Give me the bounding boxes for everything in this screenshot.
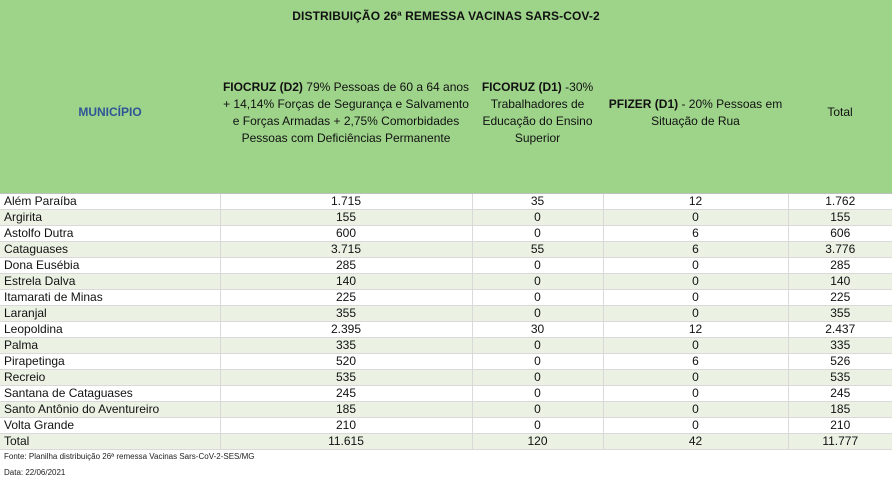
table-title: DISTRIBUIÇÃO 26ª REMESSA VACINAS SARS-COV-2	[292, 9, 600, 23]
cell-fiocruz-d2: 285	[220, 258, 472, 274]
table-row	[0, 306, 892, 322]
cell-fiocruz-d1: 0	[472, 290, 603, 306]
cell-fiocruz-d1: 0	[472, 226, 603, 242]
cell-fiocruz-d1: 0	[472, 210, 603, 226]
table-row	[0, 370, 892, 386]
table-row	[0, 258, 892, 274]
header-pfizer-d1-bold: PFIZER (D1)	[608, 96, 679, 111]
cell-fiocruz-d1: 0	[472, 258, 603, 274]
footer-date: Data: 22/06/2021	[4, 468, 66, 477]
cell-fiocruz-d1: 30	[472, 322, 603, 338]
footer-source: Fonte: Planilha distribuição 26ª remessa Vacinas Sars-CoV-2-SES/MG	[4, 452, 255, 461]
cell-fiocruz-d2: 355	[220, 306, 472, 322]
cell-total-pfizer-d1: 42	[603, 434, 788, 450]
cell-total: 140	[788, 274, 892, 290]
cell-fiocruz-d1: 0	[472, 354, 603, 370]
cell-municipio: Laranjal	[0, 306, 220, 322]
cell-pfizer-d1: 0	[603, 274, 788, 290]
cell-fiocruz-d2: 520	[220, 354, 472, 370]
cell-total: 155	[788, 210, 892, 226]
cell-total: 1.762	[788, 194, 892, 210]
cell-fiocruz-d2: 245	[220, 386, 472, 402]
cell-pfizer-d1: 0	[603, 210, 788, 226]
cell-fiocruz-d2: 535	[220, 370, 472, 386]
cell-fiocruz-d2: 3.715	[220, 242, 472, 258]
table-row	[0, 402, 892, 418]
header-fiocruz-d2-text: 79% Pessoas de 60 a 64 anos + 14,14% Forças de Segurança e Salvamento e Forças Armadas + 2,75% Comorbidades Pessoas com Deficiências Permanente	[223, 79, 470, 145]
table-row	[0, 354, 892, 370]
cell-pfizer-d1: 12	[603, 322, 788, 338]
cell-pfizer-d1: 0	[603, 370, 788, 386]
totals-row	[0, 434, 892, 450]
cell-total: 355	[788, 306, 892, 322]
header-fiocruz-d1-bold: FICORUZ (D1)	[481, 79, 562, 94]
cell-total: 535	[788, 370, 892, 386]
header-pfizer-d1-text: - 20% Pessoas em Situação de Rua	[651, 96, 783, 128]
table-row	[0, 338, 892, 354]
cell-fiocruz-d1: 0	[472, 338, 603, 354]
cell-fiocruz-d2: 335	[220, 338, 472, 354]
cell-fiocruz-d1: 0	[472, 418, 603, 434]
cell-total: 245	[788, 386, 892, 402]
cell-pfizer-d1: 6	[603, 242, 788, 258]
cell-municipio: Pirapetinga	[0, 354, 220, 370]
header-municipio: MUNICÍPIO	[78, 105, 142, 119]
table-row	[0, 322, 892, 338]
cell-fiocruz-d2: 210	[220, 418, 472, 434]
cell-total-fiocruz-d1: 120	[472, 434, 603, 450]
header-pfizer-d1	[603, 32, 788, 194]
cell-fiocruz-d1: 0	[472, 274, 603, 290]
title-row	[0, 0, 892, 32]
table-row	[0, 386, 892, 402]
cell-fiocruz-d2: 1.715	[220, 194, 472, 210]
header-fiocruz-d2-bold: FIOCRUZ (D2)	[222, 79, 303, 94]
cell-fiocruz-d1: 35	[472, 194, 603, 210]
cell-total: 335	[788, 338, 892, 354]
cell-grand-total: 11.777	[788, 434, 892, 450]
cell-municipio: Itamarati de Minas	[0, 290, 220, 306]
table-row	[0, 418, 892, 434]
cell-municipio: Argirita	[0, 210, 220, 226]
table-row	[0, 274, 892, 290]
cell-total: 210	[788, 418, 892, 434]
cell-total: 225	[788, 290, 892, 306]
cell-total-label: Total	[0, 434, 220, 450]
cell-fiocruz-d2: 2.395	[220, 322, 472, 338]
cell-fiocruz-d2: 155	[220, 210, 472, 226]
cell-pfizer-d1: 0	[603, 386, 788, 402]
cell-municipio: Leopoldina	[0, 322, 220, 338]
cell-fiocruz-d2: 225	[220, 290, 472, 306]
cell-pfizer-d1: 0	[603, 306, 788, 322]
cell-municipio: Santo Antônio do Aventureiro	[0, 402, 220, 418]
cell-municipio: Dona Eusébia	[0, 258, 220, 274]
cell-pfizer-d1: 6	[603, 354, 788, 370]
cell-pfizer-d1: 0	[603, 338, 788, 354]
cell-municipio: Volta Grande	[0, 418, 220, 434]
table-row	[0, 242, 892, 258]
cell-municipio: Estrela Dalva	[0, 274, 220, 290]
table-row	[0, 290, 892, 306]
cell-municipio: Cataguases	[0, 242, 220, 258]
cell-fiocruz-d1: 55	[472, 242, 603, 258]
cell-total: 526	[788, 354, 892, 370]
header-fiocruz-d1-text: -30% Trabalhadores de Educação do Ensino Superior	[482, 79, 594, 145]
cell-fiocruz-d2: 185	[220, 402, 472, 418]
cell-fiocruz-d1: 0	[472, 402, 603, 418]
table-row	[0, 194, 892, 210]
cell-total: 185	[788, 402, 892, 418]
cell-pfizer-d1: 12	[603, 194, 788, 210]
header-fiocruz-d1	[472, 32, 603, 194]
cell-fiocruz-d1: 0	[472, 370, 603, 386]
cell-municipio: Recreio	[0, 370, 220, 386]
cell-pfizer-d1: 6	[603, 226, 788, 242]
cell-fiocruz-d2: 140	[220, 274, 472, 290]
table-row	[0, 210, 892, 226]
cell-total: 2.437	[788, 322, 892, 338]
cell-total: 3.776	[788, 242, 892, 258]
cell-total-fiocruz-d2: 11.615	[220, 434, 472, 450]
table-row	[0, 226, 892, 242]
cell-fiocruz-d2: 600	[220, 226, 472, 242]
cell-municipio: Santana de Cataguases	[0, 386, 220, 402]
cell-pfizer-d1: 0	[603, 290, 788, 306]
cell-pfizer-d1: 0	[603, 402, 788, 418]
cell-municipio: Palma	[0, 338, 220, 354]
cell-fiocruz-d1: 0	[472, 306, 603, 322]
cell-municipio: Além Paraíba	[0, 194, 220, 210]
table-body	[0, 194, 892, 450]
cell-total: 285	[788, 258, 892, 274]
cell-total: 606	[788, 226, 892, 242]
cell-pfizer-d1: 0	[603, 258, 788, 274]
cell-municipio: Astolfo Dutra	[0, 226, 220, 242]
header-total: Total	[827, 105, 853, 119]
header-fiocruz-d2	[220, 32, 472, 194]
header-row	[0, 32, 892, 194]
cell-fiocruz-d1: 0	[472, 386, 603, 402]
cell-pfizer-d1: 0	[603, 418, 788, 434]
